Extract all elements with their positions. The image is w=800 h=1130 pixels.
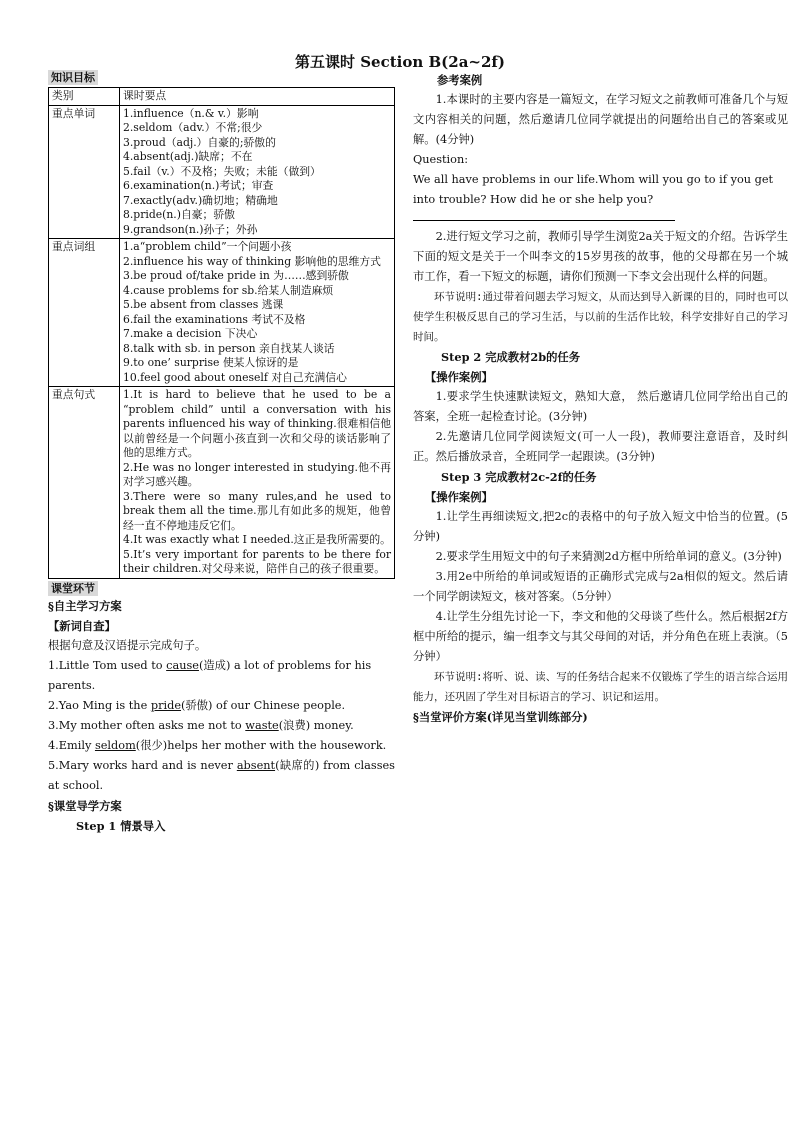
answer-blank: seldom <box>94 738 136 752</box>
table-row <box>49 105 395 239</box>
row-items <box>120 387 395 579</box>
answer-blank: pride <box>150 698 182 712</box>
table-header-row <box>49 88 395 106</box>
row-category: 重点单词 <box>49 105 120 239</box>
list-item: 4.absent(adj.)缺席；不在 <box>123 150 253 163</box>
list-item: 3.proud（adj.）自豪的;骄傲的 <box>123 135 276 149</box>
exercise-sentence: 4.Emily seldom(很少)helps her mother with the housework. <box>48 738 387 752</box>
right-column <box>413 70 788 727</box>
list-item: 8.talk with sb. in person 亲自找某人谈话 <box>123 341 335 355</box>
row-category: 重点句式 <box>49 387 120 579</box>
step2-heading: Step 2 完成教材2b的任务 <box>441 350 581 364</box>
exercise-sentence: 3.My mother often asks me not to waste(浪费) money. <box>48 718 354 732</box>
list-item: 10.feel good about oneself 对自己充满信心 <box>123 370 347 384</box>
list-item: 8.pride(n.)自豪；骄傲 <box>123 208 235 221</box>
answer-blank: cause <box>166 658 199 672</box>
note-text: 环节说明:通过带着问题去学习短文，从而达到导入新课的目的，同时也可以使学生积极反思自己的学习生活，与以前的生活作比较，科学安排好自己的学习时间。 <box>413 291 788 343</box>
section-label-class: 课堂环节 <box>48 581 98 596</box>
step3-heading: Step 3 完成教材2c-2f的任务 <box>441 470 597 484</box>
header-category: 类别 <box>49 88 120 106</box>
list-item: 3.be proud of/take pride in 为……感到骄傲 <box>123 269 349 282</box>
list-item: 1.It is hard to believe that he used to be a “problem child” until a conversation with his parents influenced his way of thinking.很难相信他以前曾经是一个问题小孩直到一次和父母的谈话影响了他的思维方式。 <box>123 388 391 459</box>
list-item: 2.influence his way of thinking 影响他的思维方式 <box>123 254 381 268</box>
list-item: 2.seldom（adv.）不常;很少 <box>123 121 263 134</box>
list-item: 5.It’s very important for parents to be there for their children.对父母来说，陪伴自己的孩子很重要。 <box>123 547 391 575</box>
step1-heading: Step 1 情景导入 <box>76 818 166 833</box>
paragraph: 1.让学生再细读短文,把2c的表格中的句子放入短文中恰当的位置。(5分钟) <box>413 510 788 543</box>
ref-case-heading: 参考案例 <box>437 73 483 87</box>
list-item: 5.be absent from classes 逃课 <box>123 298 284 311</box>
list-item: 4.It was exactly what I needed.这正是我所需要的。 <box>123 533 391 546</box>
paragraph: 2.进行短文学习之前，教师引导学生浏览2a关于短文的介绍。告诉学生下面的短文是关于一个叫李文的15岁男孩的故事，他的父母都在另一个城市工作，看一下短文的标题，请你们预测一下李文会出现什么样的问题。 <box>413 230 788 283</box>
page-title: 第五课时 Section B(2a~2f) <box>295 53 505 71</box>
list-item: 7.exactly(adv.)确切地；精确地 <box>123 193 278 207</box>
paragraph: 1.要求学生快速默读短文，熟知大意， 然后邀请几位同学给出自己的答案，全班一起检查讨论。(3分钟) <box>413 390 788 423</box>
header-points: 课时要点 <box>120 88 395 106</box>
list-item: 6.examination(n.)考试；审查 <box>123 179 274 192</box>
list-item: 1.influence（n.& v.）影响 <box>123 106 259 120</box>
list-item: 9.grandson(n.)孙子；外孙 <box>123 222 258 236</box>
answer-line <box>413 220 675 221</box>
list-item: 7.make a decision 下决心 <box>123 327 258 340</box>
list-item: 9.to one’ surprise 使某人惊讶的是 <box>123 356 299 369</box>
vocab-check-heading: 【新词自查】 <box>48 618 116 633</box>
left-column <box>48 70 395 836</box>
table-row <box>49 387 395 579</box>
list-item: 2.He was no longer interested in studying.他不再对学习感兴趣。 <box>123 460 391 488</box>
question-label: Question: <box>413 153 469 166</box>
row-items <box>120 239 395 387</box>
row-category: 重点词组 <box>49 239 120 387</box>
evaluation-heading: §当堂评价方案(详见当堂训练部分) <box>413 710 588 724</box>
list-item: 3.There were so many rules,and he used to break them all the time.那儿有如此多的规矩，他曾经一直不停地违反它们。 <box>123 489 391 532</box>
note-text: 环节说明:将听、说、读、写的任务结合起来不仅锻炼了学生的语言综合运用能力，还巩固了学生对目标语言的学习、识记和运用。 <box>413 671 788 703</box>
list-item: 1.a“problem child”一个问题小孩 <box>123 240 292 253</box>
paragraph: 2.先邀请几位同学阅读短文(可一人一段)，教师要注意语音，及时纠正。然后播放录音，全班同学一起跟读。(3分钟) <box>413 430 788 463</box>
self-study-heading: §自主学习方案 <box>48 598 122 613</box>
answer-blank: waste <box>245 718 279 732</box>
guide-heading: §课堂导学方案 <box>48 798 122 813</box>
row-items <box>120 105 395 239</box>
instruction-text: 根据句意及汉语提示完成句子。 <box>48 638 207 652</box>
paragraph: 4.让学生分组先讨论一下，李文和他的父母谈了些什么。然后根据2f方框中所给的提示，编一组李文与其父母间的对话，并分角色在班上表演。（5分钟） <box>413 610 788 663</box>
answer-blank: absent <box>236 758 276 772</box>
paragraph: 1.本课时的主要内容是一篇短文，在学习短文之前教师可准备几个与短文内容相关的问题，然后邀请几位同学就提出的问题给出自己的答案或见解。(4分钟) <box>413 93 788 146</box>
exercise-sentence: 5.Mary works hard and is never absent(缺席的) from classes at school. <box>48 758 395 792</box>
paragraph: 2.要求学生用短文中的句子来猜测2d方框中所给单词的意义。(3分钟) <box>435 550 782 563</box>
knowledge-table <box>48 87 395 579</box>
exercise-sentence: 2.Yao Ming is the pride(骄傲) of our Chinese people. <box>48 698 346 712</box>
paragraph: 3.用2e中所给的单词或短语的正确形式完成与2a相似的短文。然后请一个同学朗读短文，核对答案。（5分钟） <box>413 570 788 603</box>
list-item: 5.fail（v.）不及格；失败；未能（做到） <box>123 164 321 178</box>
operation-heading: 【操作案例】 <box>425 490 493 504</box>
operation-heading: 【操作案例】 <box>425 370 493 384</box>
section-label-knowledge: 知识目标 <box>48 70 98 85</box>
exercise-sentence: 1.Little Tom used to cause(造成) a lot of problems for his parents. <box>48 658 372 692</box>
list-item: 4.cause problems for sb.给某人制造麻烦 <box>123 283 334 297</box>
table-row <box>49 239 395 387</box>
list-item: 6.fail the examinations 考试不及格 <box>123 312 306 326</box>
question-text: We all have problems in our life.Whom will you go to if you get into trouble? How did he or she help you? <box>413 173 774 206</box>
